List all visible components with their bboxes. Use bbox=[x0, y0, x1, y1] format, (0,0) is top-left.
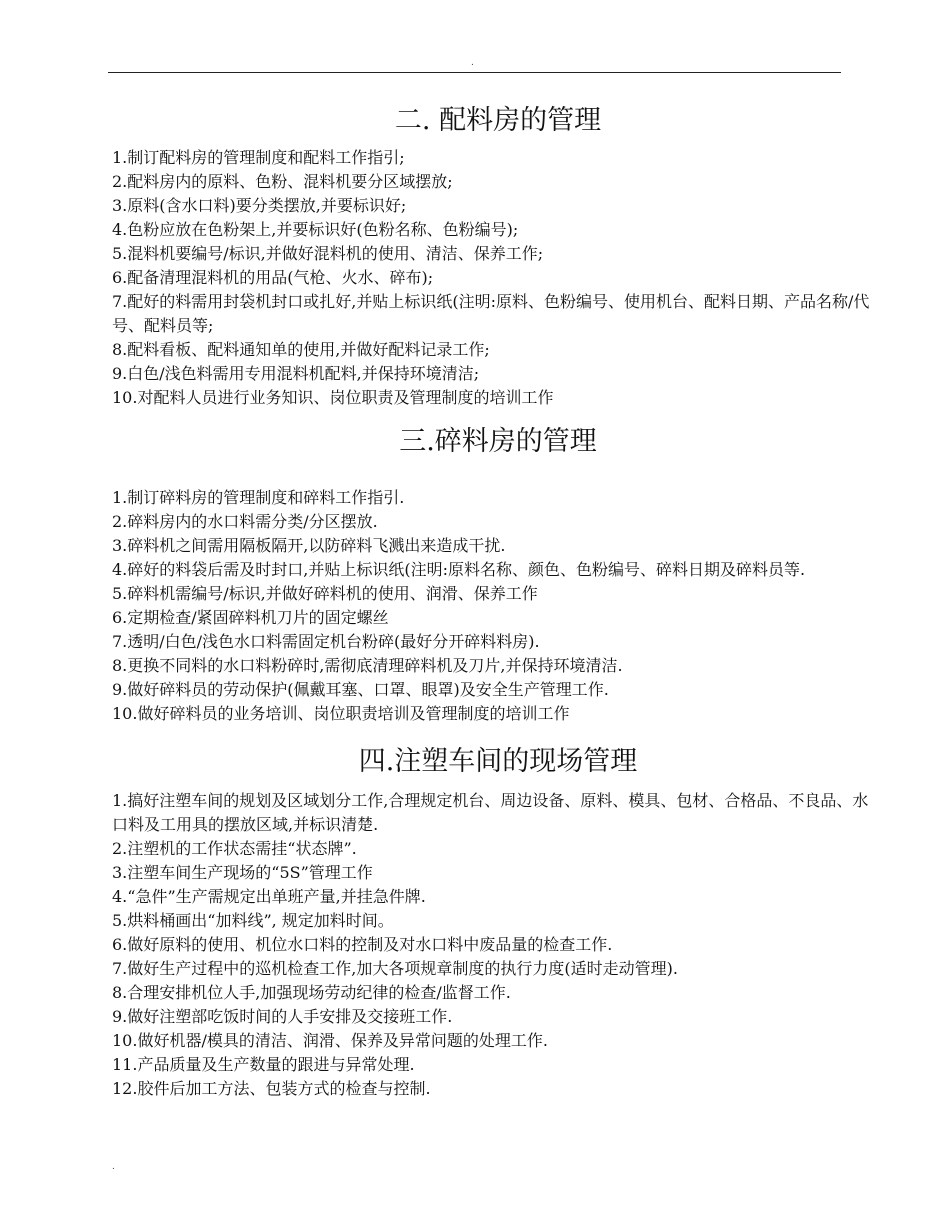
list-item: 4.“急件”生产需规定出单班产量,并挂急件牌. bbox=[112, 887, 426, 906]
list-item: 4.碎好的料袋后需及时封口,并贴上标识纸(注明:原料名称、颜色、色粉编号、碎料日期及碎料员等. bbox=[112, 560, 806, 579]
list-item: 8.合理安排机位人手,加强现场劳动纪律的检查/监督工作. bbox=[112, 983, 511, 1002]
list-item: 10.做好机器/模具的清洁、润滑、保养及异常问题的处理工作. bbox=[112, 1031, 548, 1050]
list-item: 1.制订碎料房的管理制度和碎料工作指引. bbox=[112, 488, 405, 507]
list-item: 6.做好原料的使用、机位水口料的控制及对水口料中废品量的检查工作. bbox=[112, 935, 613, 954]
list-item: 3.原料(含水口料)要分类摆放,并要标识好; bbox=[112, 196, 407, 215]
list-item: 8.配料看板、配料通知单的使用,并做好配料记录工作; bbox=[112, 340, 490, 359]
list-item: 3.注塑车间生产现场的“5S”管理工作 bbox=[112, 863, 373, 882]
section-title-batching-room: 二. 配料房的管理 bbox=[394, 105, 602, 136]
list-item: 9.做好碎料员的劳动保护(佩戴耳塞、口罩、眼罩)及安全生产管理工作. bbox=[112, 680, 609, 699]
list-item: 11.产品质量及生产数量的跟进与异常处理. bbox=[112, 1055, 415, 1074]
list-item: 7.透明/白色/浅色水口料需固定机台粉碎(最好分开碎料料房). bbox=[112, 632, 540, 651]
list-item: 5.烘料桶画出“加料线”, 规定加料时间。 bbox=[112, 911, 394, 930]
section-title-injection-workshop: 四.注塑车间的现场管理 bbox=[358, 746, 638, 777]
section-list-crushing-room bbox=[112, 486, 884, 726]
list-item: 10.做好碎料员的业务培训、岗位职责培训及管理制度的培训工作 bbox=[112, 704, 570, 723]
section-title-crushing-room: 三.碎料房的管理 bbox=[399, 426, 597, 457]
list-item: 7.做好生产过程中的巡机检查工作,加大各项规章制度的执行力度(适时走动管理). bbox=[112, 959, 678, 978]
list-item: 2.碎料房内的水口料需分类/分区摆放. bbox=[112, 512, 378, 531]
list-item: 4.色粉应放在色粉架上,并要标识好(色粉名称、色粉编号); bbox=[112, 220, 519, 239]
list-item: 1.制订配料房的管理制度和配料工作指引; bbox=[112, 148, 405, 167]
list-item: 5.碎料机需编号/标识,并做好碎料机的使用、润滑、保养工作 bbox=[112, 584, 538, 603]
list-item: 3.碎料机之间需用隔板隔开,以防碎料飞溅出来造成干扰. bbox=[112, 536, 506, 555]
list-item: 12.胶件后加工方法、包装方式的检查与控制. bbox=[112, 1079, 431, 1098]
list-item: 6.定期检查/紧固碎料机刀片的固定螺丝 bbox=[112, 608, 389, 627]
list-item: 7.配好的料需用封袋机封口或扎好,并贴上标识纸(注明:原料、色粉编号、使用机台、配料日期、产品名称/代号、配料员等; bbox=[112, 292, 870, 335]
list-item: 9.白色/浅色料需用专用混料机配料,并保持环境清洁; bbox=[112, 364, 480, 383]
list-item: 9.做好注塑部吃饭时间的人手安排及交接班工作. bbox=[112, 1007, 453, 1026]
section-list-batching-room bbox=[112, 146, 884, 410]
list-item: 6.配备清理混料机的用品(气枪、火水、碎布); bbox=[112, 268, 434, 287]
section-list-injection-workshop bbox=[112, 789, 884, 1101]
header-mark: . bbox=[471, 58, 474, 68]
list-item: 1.搞好注塑车间的规划及区域划分工作,合理规定机台、周边设备、原料、模具、包材、合格品、不良品、水口料及工用具的摆放区域,并标识清楚. bbox=[112, 791, 869, 834]
list-item: 5.混料机要编号/标识,并做好混料机的使用、清洁、保养工作; bbox=[112, 244, 544, 263]
list-item: 10.对配料人员进行业务知识、岗位职责及管理制度的培训工作 bbox=[112, 388, 554, 407]
list-item: 8.更换不同料的水口料粉碎时,需彻底清理碎料机及刀片,并保持环境清洁. bbox=[112, 656, 623, 675]
list-item: 2.注塑机的工作状态需挂“状态牌”. bbox=[112, 839, 357, 858]
header-rule bbox=[108, 72, 841, 73]
list-item: 2.配料房内的原料、色粉、混料机要分区域摆放; bbox=[112, 172, 453, 191]
footer-mark: . bbox=[112, 1162, 115, 1172]
